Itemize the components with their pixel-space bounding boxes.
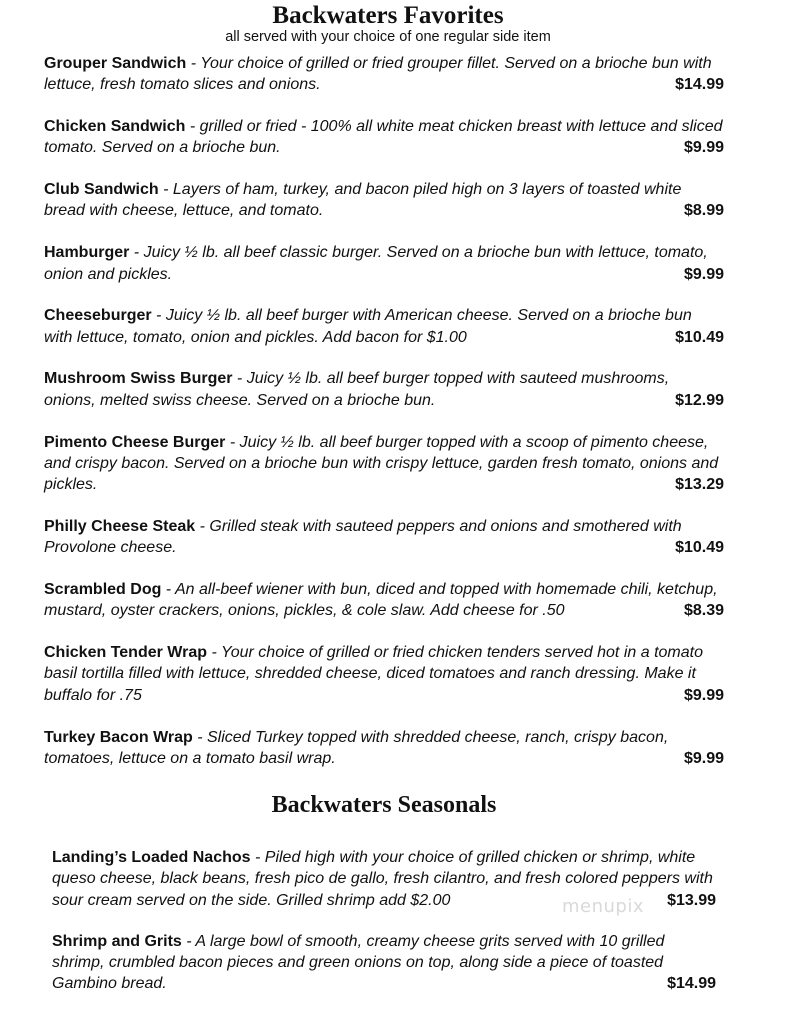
menu-item-price: $10.49 bbox=[667, 327, 724, 348]
menu-item-price: $13.99 bbox=[659, 890, 716, 911]
menu-item-separator: - bbox=[158, 181, 173, 199]
menu-item-separator: - bbox=[151, 307, 166, 325]
menu-item bbox=[44, 368, 724, 411]
menu-item-description: Grilled steak with sauteed peppers and onions and smothered with Provolone cheese. bbox=[44, 517, 682, 557]
menu-item-price: $8.99 bbox=[676, 200, 724, 221]
menu-item-name: Landing’s Loaded Nachos bbox=[52, 849, 251, 866]
menu-item-description: Juicy ½ lb. all beef burger topped with a scoop of pimento cheese, and crispy bacon. Served on a brioche bun with crispy lettuce, garden fresh tomato, onions and pickles. bbox=[44, 433, 719, 494]
menu-item-separator: - bbox=[192, 728, 207, 746]
menu-item-name: Pimento Cheese Burger bbox=[44, 433, 226, 451]
menu-item-name: Cheeseburger bbox=[44, 307, 152, 325]
menu-item bbox=[44, 642, 724, 706]
menu-item bbox=[44, 179, 724, 222]
menu-item bbox=[44, 432, 724, 496]
menu-item-description: grilled or fried - 100% all white meat chicken breast with lettuce and sliced tomato. Served on a brioche bun. bbox=[44, 118, 723, 157]
menu-item-separator: - bbox=[250, 849, 265, 866]
menu-item-description: Juicy ½ lb. all beef classic burger. Served on a brioche bun with lettuce, tomato, onion and pickles. bbox=[44, 244, 708, 283]
menu-item-price: $14.99 bbox=[659, 973, 716, 994]
menu-item-price: $9.99 bbox=[676, 685, 724, 706]
menu-item-name: Hamburger bbox=[44, 244, 130, 262]
menu-item-price: $9.99 bbox=[676, 137, 724, 158]
favorites-title: Backwaters Favorites bbox=[272, 2, 504, 29]
favorites-subtitle: all served with your choice of one regular side item bbox=[225, 29, 551, 45]
menu-item-separator: - bbox=[181, 932, 196, 950]
menu-item bbox=[44, 727, 724, 770]
menu-item-price: $12.99 bbox=[667, 390, 724, 411]
menu-item-name: Scrambled Dog bbox=[44, 581, 162, 599]
menu-item-price: $8.39 bbox=[676, 600, 724, 621]
menu-item-name: Philly Cheese Steak bbox=[44, 517, 196, 535]
menu-item-name: Mushroom Swiss Burger bbox=[44, 370, 233, 388]
menu-item-name: Chicken Sandwich bbox=[44, 118, 186, 136]
menu-item-separator: - bbox=[186, 55, 201, 72]
menu-item-description: Your choice of grilled or fried grouper fillet. Served on a brioche bun with lettuce, fresh tomato slices and onions. bbox=[44, 55, 712, 94]
menu-item-description: Layers of ham, turkey, and bacon piled high on 3 layers of toasted white bread with cheese, lettuce, and tomato. bbox=[44, 181, 682, 220]
menu-item bbox=[44, 116, 724, 159]
menu-item-description: Piled high with your choice of grilled chicken or shrimp, white queso cheese, black beans, fresh pico de gallo, fresh cilantro, and fresh colored peppers with sour cream served on the side. Grilled shrimp add $2.00 bbox=[52, 849, 713, 909]
menu-item-separator: - bbox=[161, 581, 175, 599]
watermark: menupix bbox=[562, 896, 645, 917]
menu-item bbox=[44, 579, 724, 622]
menu-item-price: $10.49 bbox=[667, 537, 724, 558]
menu-item-description: Your choice of grilled or fried chicken tenders served hot in a tomato basil tortilla filled with lettuce, shredded cheese, diced tomatoes and ranch dressing. Make it buffalo for .75 bbox=[44, 644, 703, 704]
menu-item bbox=[44, 516, 724, 559]
menu-item-name: Turkey Bacon Wrap bbox=[44, 728, 193, 746]
menu-item bbox=[44, 242, 724, 285]
menu-item-price: $9.99 bbox=[676, 748, 724, 769]
menu-item-description: Juicy ½ lb. all beef burger with American cheese. Served on a brioche bun with lettuce, tomato, onion and pickles. Add bacon for $1.00 bbox=[44, 307, 692, 346]
menu-item-name: Chicken Tender Wrap bbox=[44, 644, 207, 662]
menu-item-price: $9.99 bbox=[676, 264, 724, 285]
menu-item-description: An all-beef wiener with bun, diced and topped with homemade chili, ketchup, mustard, oyster crackers, onions, pickles, & cole slaw. Add cheese for .50 bbox=[44, 581, 718, 620]
menu-item-name: Shrimp and Grits bbox=[52, 932, 182, 950]
menu-item-description: Sliced Turkey topped with shredded cheese, ranch, crispy bacon, tomatoes, lettuce on a tomato basil wrap. bbox=[44, 728, 669, 767]
menu-item-description: Juicy ½ lb. all beef burger topped with sauteed mushrooms, onions, melted swiss cheese. Served on a brioche bun. bbox=[44, 370, 670, 409]
menu-item-separator: - bbox=[225, 433, 240, 451]
favorites-list bbox=[44, 53, 724, 790]
menu-item-name: Grouper Sandwich bbox=[44, 55, 187, 72]
menu-item-separator: - bbox=[232, 370, 247, 388]
menu-item-price: $13.29 bbox=[667, 474, 724, 495]
menu-item-separator: - bbox=[129, 244, 144, 262]
menu-item bbox=[52, 931, 716, 995]
menu-item bbox=[44, 305, 724, 348]
menu-item-separator: - bbox=[195, 517, 210, 535]
seasonals-title: Backwaters Seasonals bbox=[271, 792, 497, 818]
menu-item-price: $14.99 bbox=[667, 74, 724, 95]
menu-item-description: A large bowl of smooth, creamy cheese grits served with 10 grilled shrimp, crumbled bacon pieces and green onions on top, along side a piece of toasted Gambino bread. bbox=[52, 932, 665, 993]
menu-item bbox=[44, 53, 724, 96]
menu-item-name: Club Sandwich bbox=[44, 181, 159, 199]
menu-item-separator: - bbox=[185, 118, 200, 136]
menu-item-separator: - bbox=[207, 644, 221, 662]
